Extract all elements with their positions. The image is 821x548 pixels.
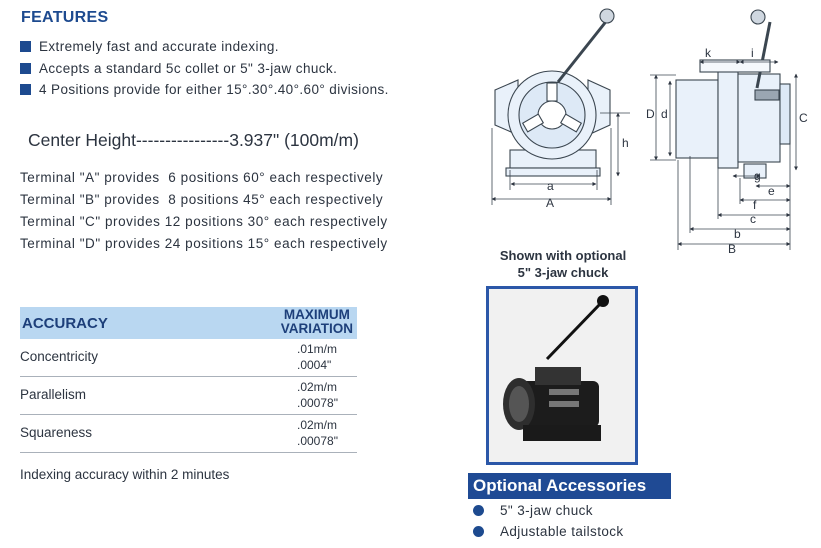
dim-label-e: e <box>768 184 775 198</box>
side-view <box>676 10 790 178</box>
max-variation-line1: MAXIMUM <box>283 307 350 322</box>
accuracy-title: ACCURACY <box>22 315 108 332</box>
dim-label-C: C <box>799 111 808 125</box>
accuracy-table-header <box>20 307 357 339</box>
optional-accessories-heading: Optional Accessories <box>468 473 671 499</box>
metric-value: .02m/m <box>297 380 338 394</box>
terminal-item: Terminal "A" provides 6 positions 60° each respectively <box>20 170 384 185</box>
feature-item <box>20 36 389 58</box>
accessory-text: Adjustable tailstock <box>500 524 624 539</box>
bullet-dot-icon <box>473 505 484 516</box>
dim-label-i: i <box>751 46 754 60</box>
terminal-item: Terminal "C" provides 12 positions 30° each respectively <box>20 214 388 229</box>
row-values <box>297 341 353 373</box>
inch-value: .00078" <box>297 396 338 410</box>
dim-label-g: g <box>754 169 761 183</box>
terminal-item: Terminal "B" provides 8 positions 45° each respectively <box>20 192 384 207</box>
metric-value: .01m/m <box>297 342 338 356</box>
dim-label-a: a <box>547 179 554 193</box>
inch-value: .0004" <box>297 358 332 372</box>
dim-label-A: A <box>546 196 555 210</box>
table-row <box>20 339 357 377</box>
optional-accessories-list <box>473 500 624 542</box>
inch-value: .00078" <box>297 434 338 448</box>
dim-label-d: d <box>661 107 668 121</box>
dim-label-c: c <box>750 212 756 226</box>
accuracy-table <box>20 307 357 482</box>
feature-text: Accepts a standard 5c collet or 5" 3-jaw chuck. <box>39 60 338 76</box>
dim-label-b: b <box>734 227 741 241</box>
terminal-list <box>20 170 388 258</box>
dim-label-k: k <box>705 46 711 60</box>
feature-item <box>20 79 389 101</box>
list-item <box>473 521 624 542</box>
photo-caption <box>486 247 640 281</box>
product-photo-frame <box>486 286 638 465</box>
indexing-accuracy-note: Indexing accuracy within 2 minutes <box>20 467 230 482</box>
bullet-square-icon <box>20 84 31 95</box>
row-values <box>297 417 353 449</box>
bullet-square-icon <box>20 41 31 52</box>
dimension-drawing <box>476 0 821 262</box>
feature-item <box>20 58 389 80</box>
dim-label-f: f <box>753 198 757 212</box>
row-label: Parallelism <box>20 387 87 402</box>
front-view <box>495 9 614 176</box>
features-heading: FEATURES <box>21 9 109 26</box>
dim-label-h: h <box>622 136 629 150</box>
bullet-square-icon <box>20 63 31 74</box>
center-height: Center Height----------------3.937" (100m/m) <box>28 130 359 150</box>
photo-caption-line1: Shown with optional <box>499 248 627 263</box>
list-item <box>473 500 624 521</box>
feature-text: Extremely fast and accurate indexing. <box>39 39 279 55</box>
bullet-dot-icon <box>473 526 484 537</box>
indexer-with-chuck-image <box>489 289 635 462</box>
feature-text: 4 Positions provide for either 15°.30°.40°.60° divisions. <box>39 82 389 98</box>
metric-value: .02m/m <box>297 418 338 432</box>
terminal-item: Terminal "D" provides 24 positions 15° each respectively <box>20 236 388 251</box>
max-variation-header <box>281 308 353 336</box>
photo-caption-line2: 5" 3-jaw chuck <box>517 265 609 280</box>
table-row <box>20 415 357 453</box>
product-photo <box>489 289 635 462</box>
accessory-text: 5" 3-jaw chuck <box>500 503 593 518</box>
table-row <box>20 377 357 415</box>
row-values <box>297 379 353 411</box>
row-label: Concentricity <box>20 349 99 364</box>
dim-label-D: D <box>646 107 655 121</box>
feature-list <box>20 36 389 101</box>
row-label: Squareness <box>20 425 93 440</box>
max-variation-line2: VARIATION <box>280 321 353 336</box>
dim-label-B: B <box>728 242 737 256</box>
